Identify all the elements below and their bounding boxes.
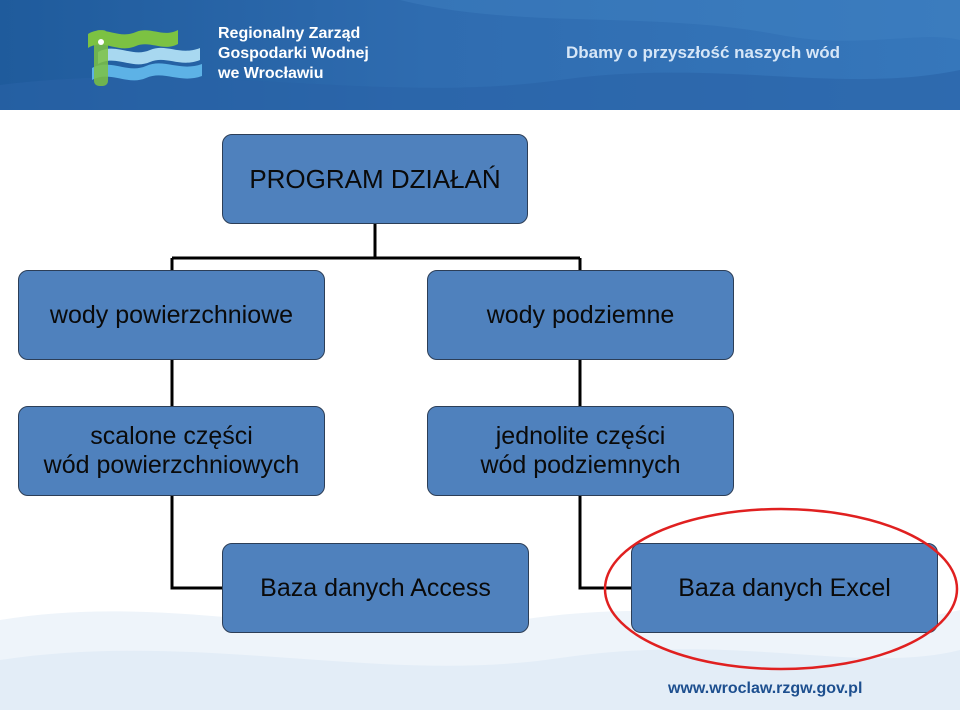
connector-left-level2-to-access [172,496,224,588]
node-scalone-czesci [18,406,325,496]
node-baza-access [222,543,529,633]
org-name-line3: we Wrocławiu [218,65,324,82]
node-wody-powierzchniowe-label: wody powierzchniowe [49,300,294,329]
node-scalone-czesci-line2: wód powierzchniowych [43,451,300,479]
node-jednolite-czesci-line2: wód podziemnych [480,451,681,479]
node-program-dzialan [222,134,528,224]
node-program-dzialan-label: PROGRAM DZIAŁAŃ [249,163,501,194]
website-url: www.wroclaw.rzgw.gov.pl [668,680,863,697]
node-scalone-czesci-line1: scalone części [90,422,253,450]
node-baza-excel [631,543,938,633]
org-name-line1: Regionalny Zarząd [218,25,361,42]
org-name-line2: Gospodarki Wodnej [218,45,369,62]
node-wody-powierzchniowe [18,270,325,360]
node-baza-excel-label: Baza danych Excel [678,573,891,602]
node-wody-podziemne [427,270,734,360]
connector-right-level2-to-excel [580,496,632,588]
node-jednolite-czesci-line1: jednolite części [495,422,666,450]
node-jednolite-czesci [427,406,734,496]
node-baza-access-label: Baza danych Access [260,573,491,602]
slogan: Dbamy o przyszłość naszych wód [566,43,840,62]
node-wody-podziemne-label: wody podziemne [486,300,675,329]
